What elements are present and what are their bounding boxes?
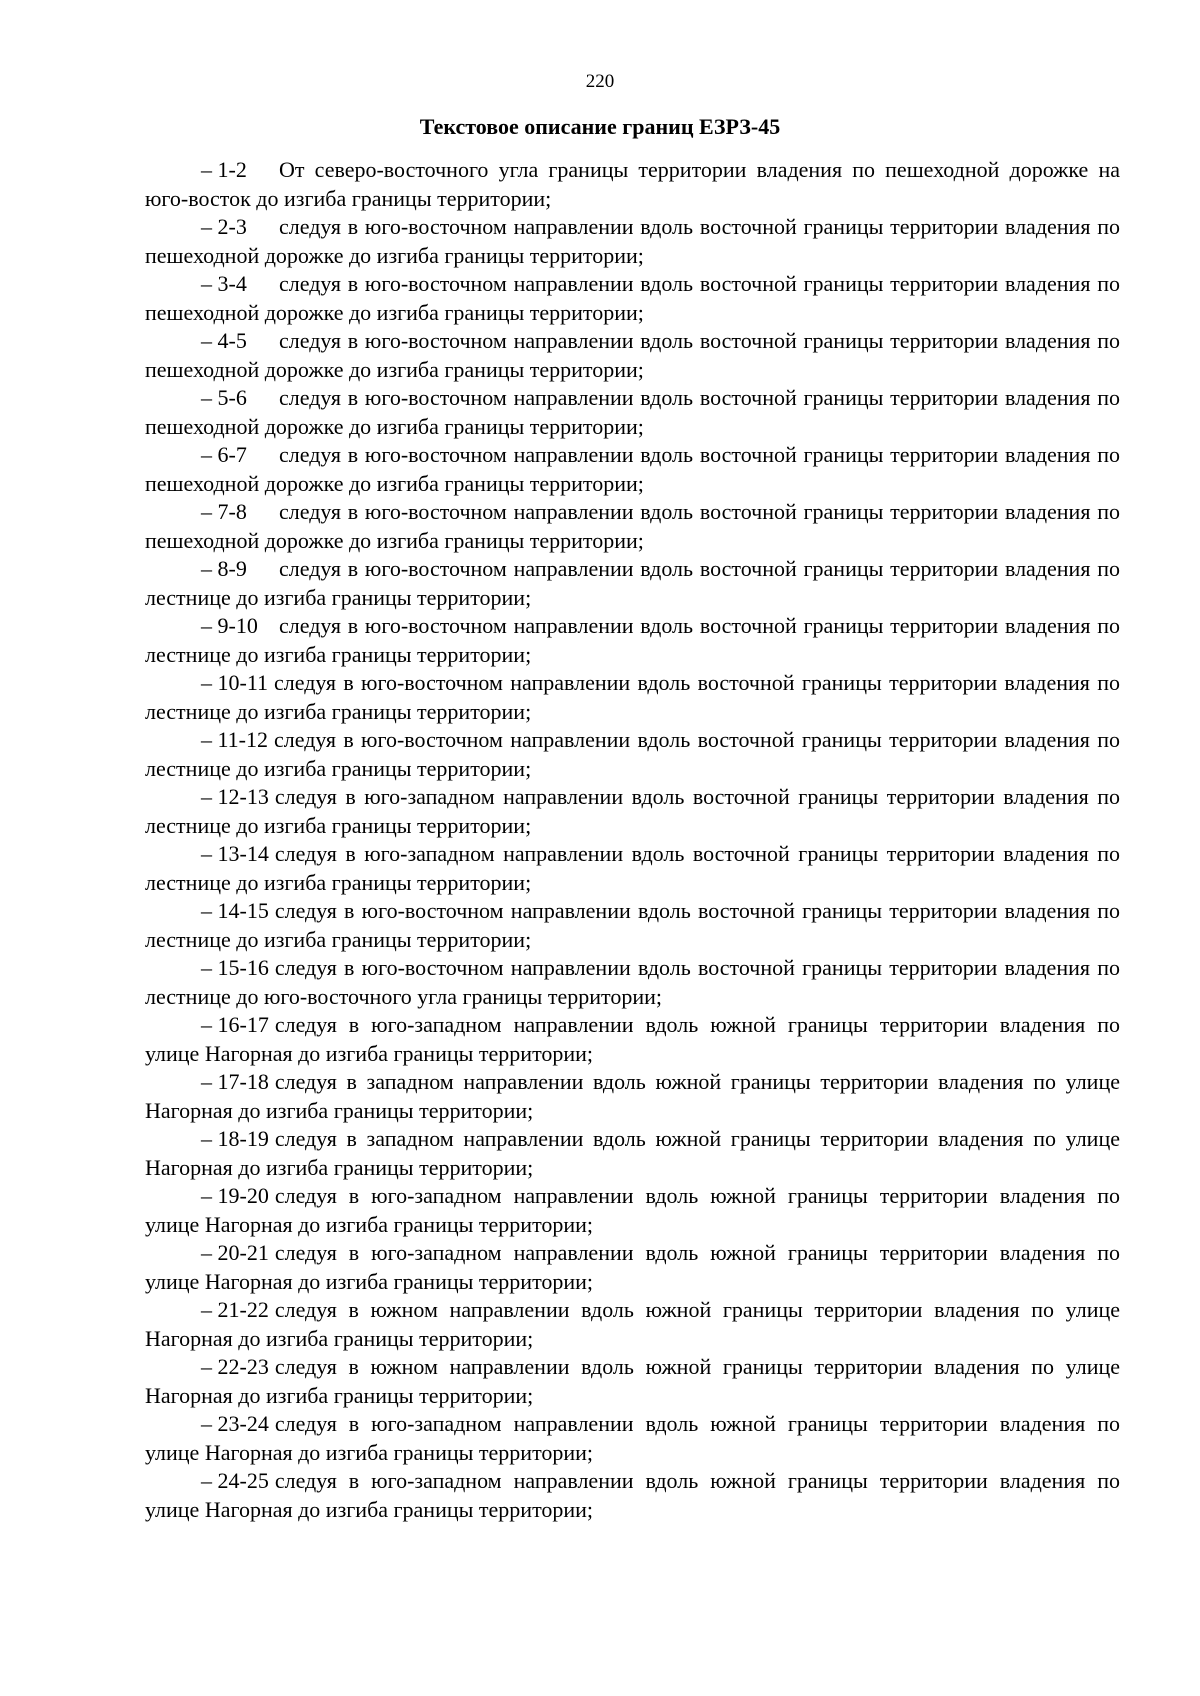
segment-code: – 10-11 xyxy=(201,670,269,695)
segment-description: следуя в юго-западном направлении вдоль восточной границы территории владения по лестнице до изгиба границы территории; xyxy=(145,841,1120,895)
boundary-segment xyxy=(145,1125,1120,1182)
segment-code: – 24-25 xyxy=(201,1468,269,1493)
segment-description: следуя в юго-восточном направлении вдоль восточной границы территории владения по лестнице до изгиба границы территории; xyxy=(145,898,1120,952)
boundary-segment xyxy=(145,840,1120,897)
boundary-segment xyxy=(145,1296,1120,1353)
segment-description: следуя в юго-восточном направлении вдоль восточной границы территории владения по лестнице до изгиба границы территории; xyxy=(145,556,1120,610)
segment-description: следуя в юго-восточном направлении вдоль восточной границы территории владения по пешеходной дорожке до изгиба границы территории; xyxy=(145,271,1120,325)
segment-code: – 22-23 xyxy=(201,1354,269,1379)
segment-code: – 7-8 xyxy=(201,499,247,524)
boundary-segment xyxy=(145,954,1120,1011)
segment-description: следуя в юго-восточном направлении вдоль восточной границы территории владения по пешеходной дорожке до изгиба границы территории; xyxy=(145,442,1120,496)
segment-code: – 4-5 xyxy=(201,328,247,353)
segment-description: следуя в юго-восточном направлении вдоль восточной границы территории владения по лестнице до юго-восточного угла границы территории; xyxy=(145,955,1120,1009)
segment-code: – 23-24 xyxy=(201,1411,269,1436)
segment-code: – 13-14 xyxy=(201,841,269,866)
segment-description: следуя в юго-восточном направлении вдоль восточной границы территории владения по лестнице до изгиба границы территории; xyxy=(145,670,1120,724)
page-number: 220 xyxy=(585,71,615,92)
segment-description: следуя в юго-западном направлении вдоль южной границы территории владения по улице Нагорная до изгиба границы территории; xyxy=(145,1411,1120,1465)
document-title: Текстовое описание границ ЕЗРЗ-45 xyxy=(419,114,781,139)
segment-code: – 18-19 xyxy=(201,1126,269,1151)
boundary-segment xyxy=(145,1410,1120,1467)
segment-description: следуя в юго-западном направлении вдоль южной границы территории владения по улице Нагорная до изгиба границы территории; xyxy=(145,1183,1120,1237)
segment-code: – 3-4 xyxy=(201,271,247,296)
boundary-segment xyxy=(145,327,1120,384)
boundary-segment xyxy=(145,783,1120,840)
segment-code: – 14-15 xyxy=(201,898,269,923)
segment-description: следуя в южном направлении вдоль южной границы территории владения по улице Нагорная до изгиба границы территории; xyxy=(145,1354,1120,1408)
boundary-segment xyxy=(145,612,1120,669)
boundary-segment xyxy=(145,1239,1120,1296)
segment-code: – 11-12 xyxy=(201,727,269,752)
segment-description: следуя в юго-западном направлении вдоль южной границы территории владения по улице Нагорная до изгиба границы территории; xyxy=(145,1012,1120,1066)
segment-description: следуя в западном направлении вдоль южной границы территории владения по улице Нагорная до изгиба границы территории; xyxy=(145,1126,1120,1180)
boundary-segment xyxy=(145,498,1120,555)
boundary-segment xyxy=(145,384,1120,441)
segment-code: – 16-17 xyxy=(201,1012,269,1037)
segment-description: следуя в западном направлении вдоль южной границы территории владения по улице Нагорная до изгиба границы территории; xyxy=(145,1069,1120,1123)
segment-code: – 17-18 xyxy=(201,1069,269,1094)
segment-code: – 6-7 xyxy=(201,442,247,467)
segment-description: следуя в юго-восточном направлении вдоль восточной границы территории владения по пешеходной дорожке до изгиба границы территории; xyxy=(145,328,1120,382)
segment-code: – 21-22 xyxy=(201,1297,269,1322)
segment-code: – 5-6 xyxy=(201,385,247,410)
boundary-segment xyxy=(145,669,1120,726)
segment-code: – 2-3 xyxy=(201,214,247,239)
boundary-segment xyxy=(145,897,1120,954)
segment-description: следуя в южном направлении вдоль южной границы территории владения по улице Нагорная до изгиба границы территории; xyxy=(145,1297,1120,1351)
segment-description: следуя в юго-западном направлении вдоль восточной границы территории владения по лестнице до изгиба границы территории; xyxy=(145,784,1120,838)
boundary-segment xyxy=(145,1011,1120,1068)
segment-description: следуя в юго-западном направлении вдоль южной границы территории владения по улице Нагорная до изгиба границы территории; xyxy=(145,1468,1120,1522)
segment-description: следуя в юго-восточном направлении вдоль восточной границы территории владения по пешеходной дорожке до изгиба границы территории; xyxy=(145,385,1120,439)
segment-code: – 1-2 xyxy=(201,157,247,182)
boundary-segment xyxy=(145,726,1120,783)
segment-description: следуя в юго-восточном направлении вдоль восточной границы территории владения по пешеходной дорожке до изгиба границы территории; xyxy=(145,499,1120,553)
segment-code: – 8-9 xyxy=(201,556,247,581)
segment-code: – 9-10 xyxy=(201,613,258,638)
boundary-segment xyxy=(145,441,1120,498)
segment-description: следуя в юго-восточном направлении вдоль восточной границы территории владения по лестнице до изгиба границы территории; xyxy=(145,727,1120,781)
segment-code: – 15-16 xyxy=(201,955,269,980)
segment-description: следуя в юго-восточном направлении вдоль восточной границы территории владения по лестнице до изгиба границы территории; xyxy=(145,613,1120,667)
segment-description: От северо-восточного угла границы территории владения по пешеходной дорожке на юго-восток до изгиба границы территории; xyxy=(145,157,1120,211)
boundary-segment xyxy=(145,213,1120,270)
segment-code: – 12-13 xyxy=(201,784,269,809)
boundary-segment xyxy=(145,270,1120,327)
segment-description: следуя в юго-восточном направлении вдоль восточной границы территории владения по пешеходной дорожке до изгиба границы территории; xyxy=(145,214,1120,268)
boundary-segment xyxy=(145,1182,1120,1239)
boundary-segment xyxy=(145,555,1120,612)
boundary-segment-list xyxy=(145,156,1120,1524)
boundary-segment xyxy=(145,1068,1120,1125)
segment-code: – 19-20 xyxy=(201,1183,269,1208)
boundary-segment xyxy=(145,1467,1120,1524)
boundary-segment xyxy=(145,156,1120,213)
segment-description: следуя в юго-западном направлении вдоль южной границы территории владения по улице Нагорная до изгиба границы территории; xyxy=(145,1240,1120,1294)
segment-code: – 20-21 xyxy=(201,1240,269,1265)
boundary-segment xyxy=(145,1353,1120,1410)
